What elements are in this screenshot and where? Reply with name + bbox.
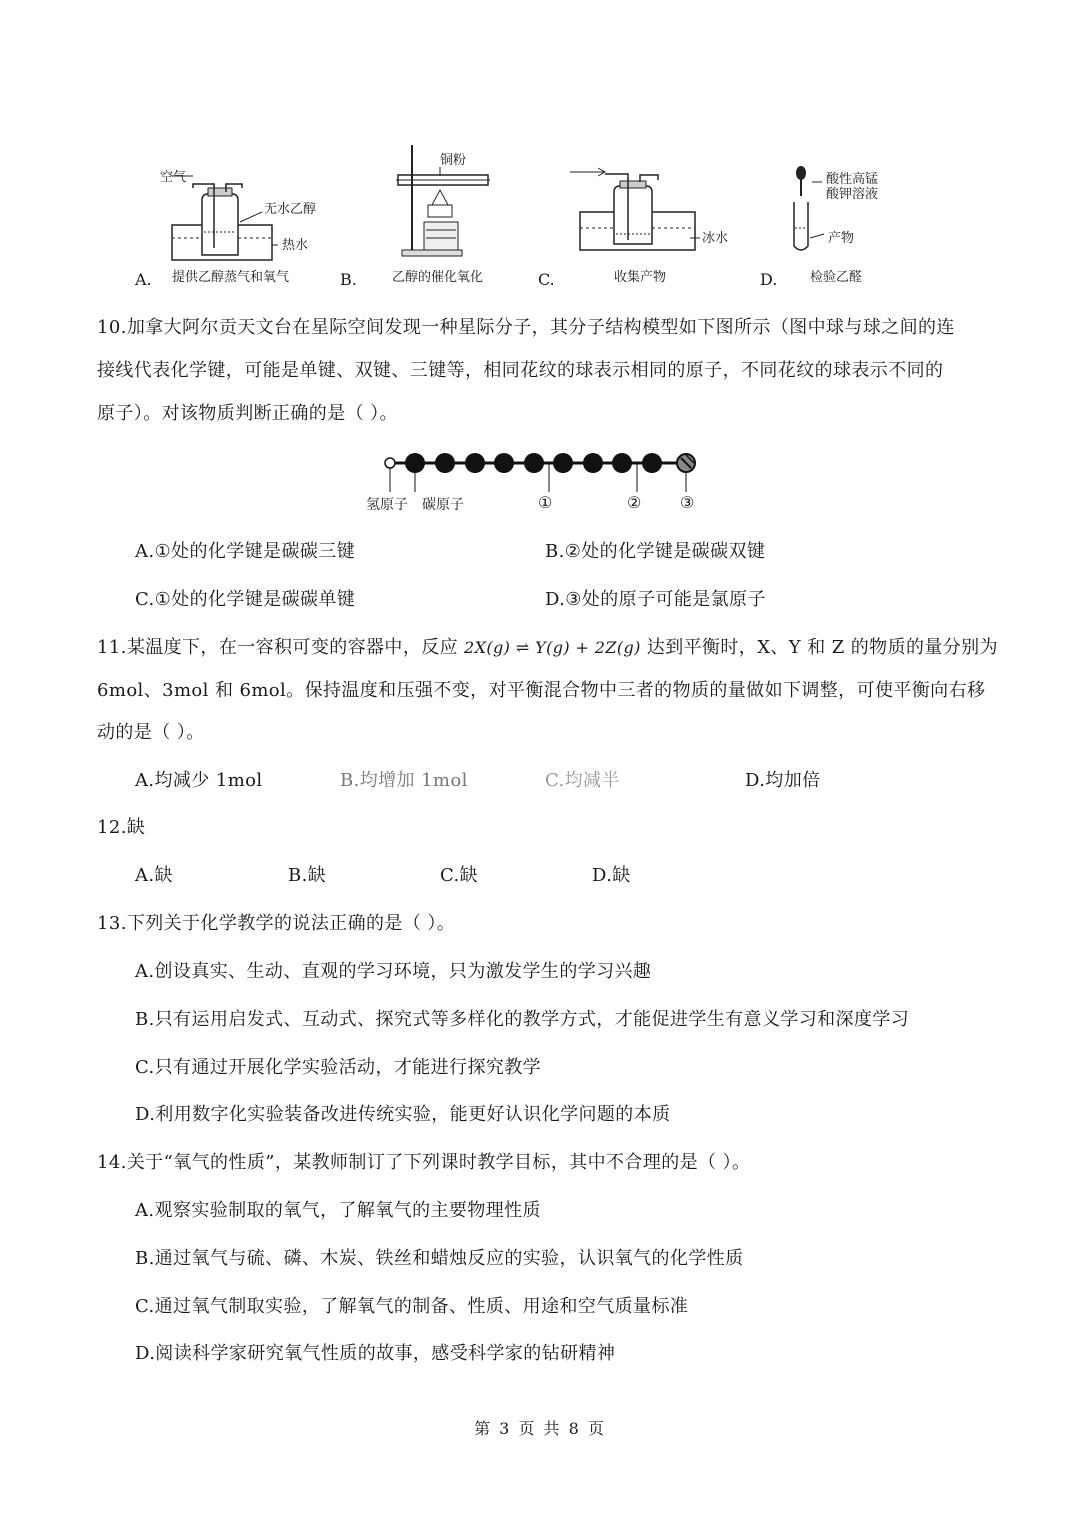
marker-2: ② xyxy=(627,493,642,512)
q13-stem: 13.下列关于化学教学的说法正确的是（ ）。 xyxy=(97,913,456,934)
q13-option-b: B.只有运用启发式、互动式、探究式等多样化的教学方式，才能促进学生有意义学习和深度学习 xyxy=(135,1009,910,1030)
label-carbon-atom: 碳原子 xyxy=(422,497,464,513)
label-hot-water: 热水 xyxy=(282,238,309,253)
figure-letter-b: B. xyxy=(340,270,357,289)
q10-stem-line-2: 接线代表化学键，可能是单键、双键、三键等，相同花纹的球表示相同的原子，不同花纹的球表示不同的 xyxy=(97,360,944,381)
label-product: 产物 xyxy=(828,231,855,246)
carbon-atom xyxy=(465,453,485,473)
carbon-atom xyxy=(612,453,632,473)
carbon-atom xyxy=(642,453,662,473)
q11-stem-line-2: 6mol、3mol 和 6mol。保持温度和压强不变，对平衡混合物中三者的物质的量做如下调整，可使平衡向右移 xyxy=(97,680,986,701)
q12-option-d: D.缺 xyxy=(592,865,631,886)
figure-letter-a: A. xyxy=(135,270,152,289)
q10-stem-line-1: 10.加拿大阿尔贡天文台在星际空间发现一种星际分子，其分子结构模型如下图所示（图中球与球之间的连 xyxy=(97,317,955,338)
q14-option-a: A.观察实验制取的氧气，了解氧气的主要物理性质 xyxy=(135,1200,541,1221)
hydrogen-atom xyxy=(385,458,395,468)
figure-letter-d: D. xyxy=(760,270,778,289)
q11-stem-pre: 11.某温度下，在一容积可变的容器中，反应 xyxy=(97,637,459,658)
marker-1: ① xyxy=(538,493,553,512)
q10-option-b: B.②处的化学键是碳碳双键 xyxy=(545,541,766,562)
carbon-atom xyxy=(524,453,544,473)
q11-option-b: B.均增加 1mol xyxy=(340,770,468,791)
label-copper: 铜粉 xyxy=(440,153,467,168)
carbon-atom xyxy=(435,453,455,473)
q13-option-c: C.只有通过开展化学实验活动，才能进行探究教学 xyxy=(135,1057,542,1078)
label-ethanol: 无水乙醇 xyxy=(264,202,317,217)
q11-stem-post: 达到平衡时，X、Y 和 Z 的物质的量分别为 xyxy=(646,637,998,658)
q11-stem-line-1 xyxy=(97,636,998,660)
q11-stem-line-3: 动的是（ ）。 xyxy=(97,722,205,743)
q14-option-c: C.通过氧气制取实验，了解氧气的制备、性质、用途和空气质量标准 xyxy=(135,1296,689,1317)
molecule-model xyxy=(0,0,1080,520)
label-reagent-2: 酸钾溶液 xyxy=(826,187,879,202)
label-ice-water: 冰水 xyxy=(702,231,729,246)
carbon-atom xyxy=(494,453,514,473)
q11-option-a: A.均减少 1mol xyxy=(135,770,263,791)
q13-option-d: D.利用数字化实验装备改进传统实验，能更好认识化学问题的本质 xyxy=(135,1104,671,1125)
q13-option-a: A.创设真实、生动、直观的学习环境，只为激发学生的学习兴趣 xyxy=(135,961,652,982)
caption-b: 乙醇的催化氧化 xyxy=(392,270,484,285)
caption-c: 收集产物 xyxy=(614,270,667,285)
page-footer: 第 3 页 共 8 页 xyxy=(474,1419,606,1438)
q11-option-d: D.均加倍 xyxy=(745,770,821,791)
label-hydrogen-atom: 氢原子 xyxy=(366,497,408,513)
q14-stem: 14.关于“氧气的性质”，某教师制订了下列课时教学目标，其中不合理的是（ ）。 xyxy=(97,1152,751,1173)
carbon-atom xyxy=(583,453,603,473)
carbon-atom xyxy=(553,453,573,473)
q12-option-b: B.缺 xyxy=(288,865,327,886)
marker-3: ③ xyxy=(680,493,695,512)
q10-option-c: C.①处的化学键是碳碳单键 xyxy=(135,589,356,610)
q14-option-d: D.阅读科学家研究氧气性质的故事，感受科学家的钻研精神 xyxy=(135,1343,616,1364)
q12-option-c: C.缺 xyxy=(440,865,479,886)
q10-option-a: A.①处的化学键是碳碳三键 xyxy=(135,541,356,562)
q12-option-a: A.缺 xyxy=(135,865,173,886)
caption-a: 提供乙醇蒸气和氧气 xyxy=(172,270,290,285)
q11-option-c: C.均减半 xyxy=(545,770,620,791)
label-reagent-1: 酸性高锰 xyxy=(826,172,879,187)
q14-option-b: B.通过氧气与硫、磷、木炭、铁丝和蜡烛反应的实验，认识氧气的化学性质 xyxy=(135,1248,744,1269)
caption-d: 检验乙醛 xyxy=(810,270,863,285)
figure-letter-c: C. xyxy=(538,270,555,289)
q10-option-d: D.③处的原子可能是氯原子 xyxy=(545,589,766,610)
label-air: 空气 xyxy=(160,170,187,185)
q12-stem: 12.缺 xyxy=(97,817,146,838)
carbon-atom xyxy=(405,453,425,473)
q10-stem-line-3: 原子）。对该物质判断正确的是（ ）。 xyxy=(97,403,398,424)
q11-equation: 2X(g) ⇌ Y(g) + 2Z(g) xyxy=(464,638,641,657)
